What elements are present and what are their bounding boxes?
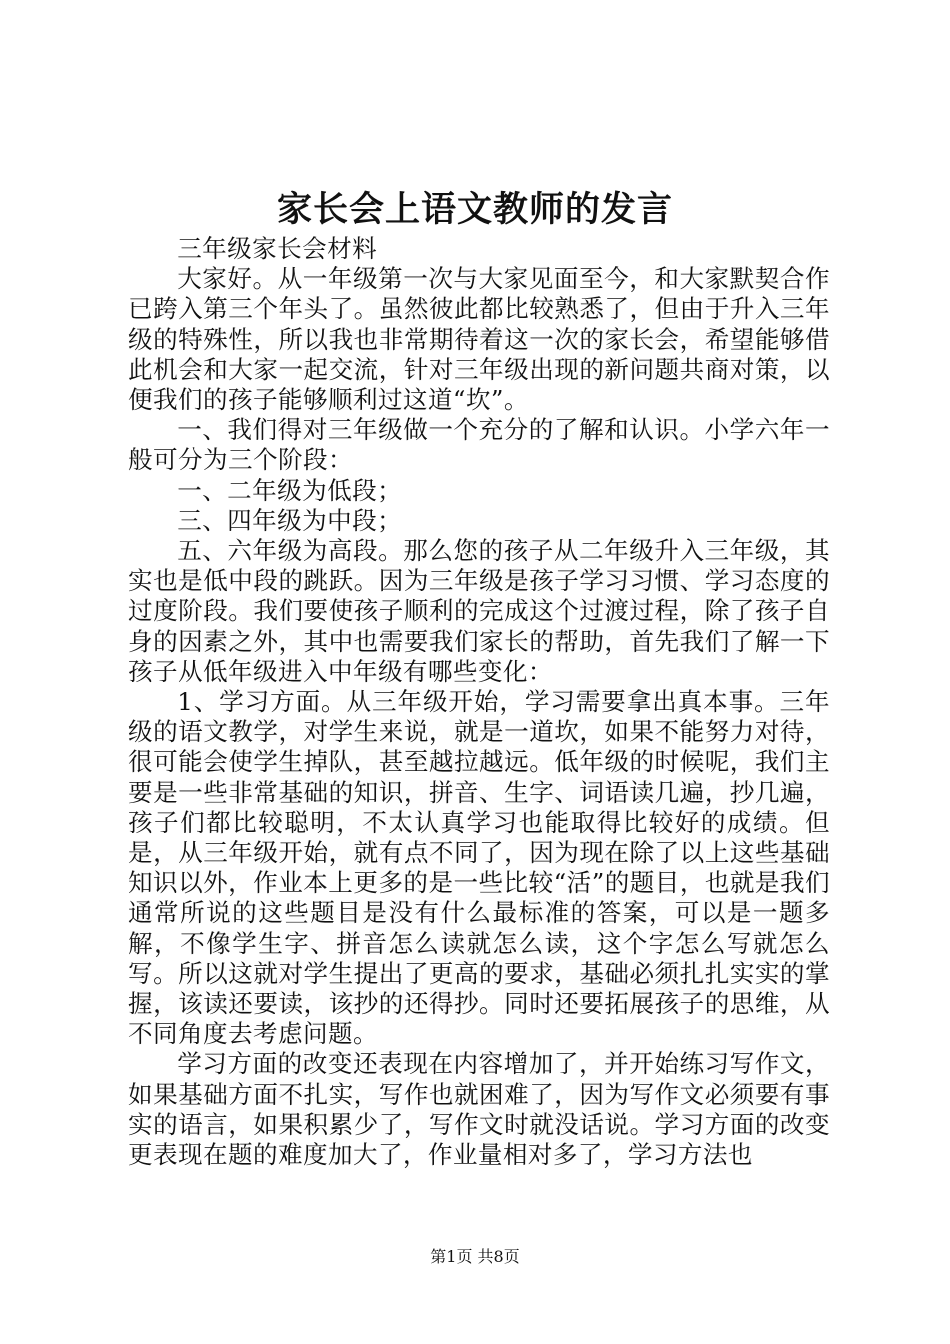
- paragraph: 三、四年级为中段；: [177, 505, 403, 535]
- paragraph: 一、二年级为低段；: [177, 475, 403, 505]
- page-footer: 第1页 共8页: [430, 1247, 520, 1266]
- paragraph: 一、我们得对三年级做一个充分的了解和认识。小学六年一般可分为三个阶段：: [128, 415, 830, 475]
- paragraph: 1、学习方面。从三年级开始，学习需要拿出真本事。三年级的语文教学，对学生来说，就是一道坎，如果不能努力对待，很可能会使学生掉队，甚至越拉越远。低年级的时候呢，我们主要是一些非常基础的知识，拼音、生字、词语读几遍，抄几遍，孩子们都比较聪明，不太认真学习也能取得比较好的成绩。但是，从三年级开始，就有点不同了，因为现在除了以上这些基础知识以外，作业本上更多的是一些比较“活”的题目，也就是我们通常所说的这些题目是没有什么最标准的答案，可以是一题多解，不像学生字、拼音怎么读就怎么读，这个字怎么写就怎么写。所以这就对学生提出了更高的要求，基础必须扎扎实实的掌握，该读还要读，该抄的还得抄。同时还要拓展孩子的思维，从不同角度去考虑问题。: [128, 687, 830, 1049]
- page-title: 家长会上语文教师的发言: [276, 189, 673, 230]
- paragraph: 学习方面的改变还表现在内容增加了，并开始练习写作文，如果基础方面不扎实，写作也就困难了，因为写作文必须要有事实的语言，如果积累少了，写作文时就没话说。学习方面的改变更表现在题的难度加大了，作业量相对多了，学习方法也: [128, 1049, 830, 1170]
- paragraph: 大家好。从一年级第一次与大家见面至今，和大家默契合作已跨入第三个年头了。虽然彼此都比较熟悉了，但由于升入三年级的特殊性，所以我也非常期待着这一次的家长会，希望能够借此机会和大家一起交流，针对三年级出现的新问题共商对策，以便我们的孩子能够顺利过这道“坎”。: [128, 264, 830, 415]
- paragraph: 五、六年级为高段。那么您的孩子从二年级升入三年级，其实也是低中段的跳跃。因为三年级是孩子学习习惯、学习态度的过度阶段。我们要使孩子顺利的完成这个过渡过程，除了孩子自身的因素之外，其中也需要我们家长的帮助，首先我们了解一下孩子从低年级进入中年级有哪些变化：: [128, 536, 830, 686]
- paragraph: 三年级家长会材料: [177, 234, 378, 263]
- document-body: [128, 234, 830, 1170]
